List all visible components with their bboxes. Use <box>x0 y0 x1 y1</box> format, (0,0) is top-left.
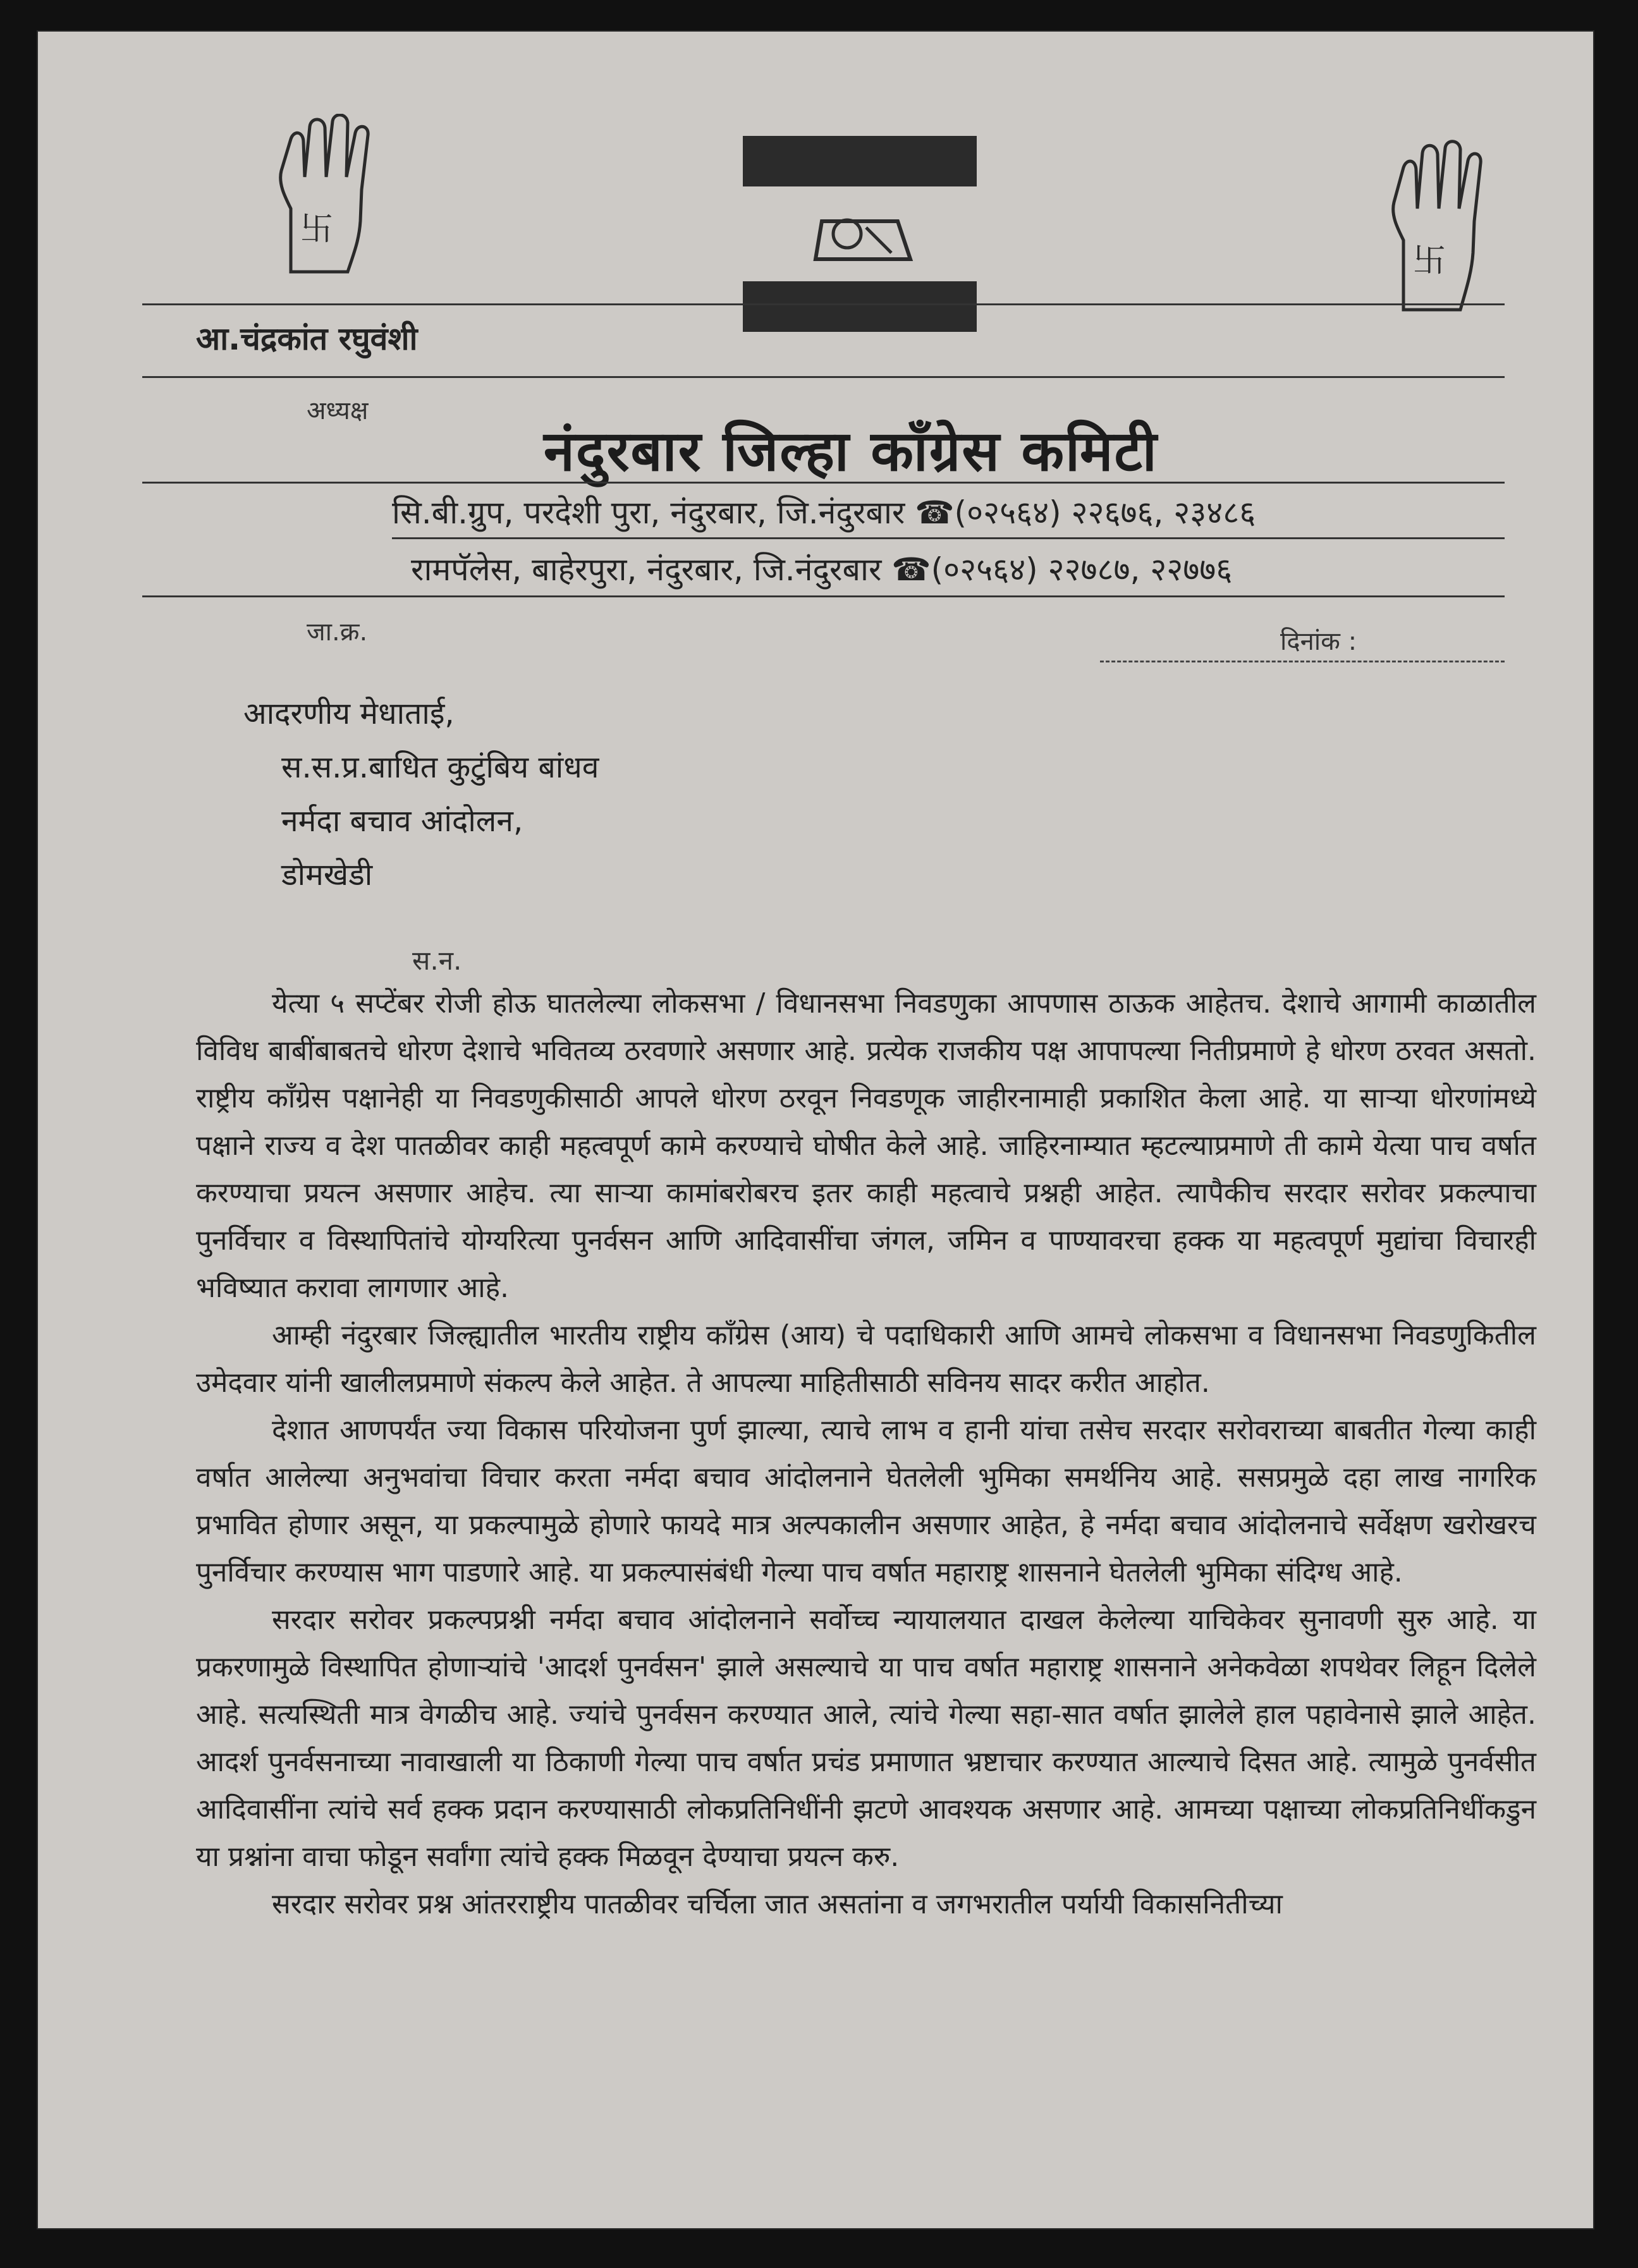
president-name: आ.चंद्रकांत रघुवंशी <box>196 320 418 357</box>
paragraph-1: येत्या ५ सप्टेंबर रोजी होऊ घातलेल्या लोकसभा / विधानसभा निवडणुका आपणास ठाऊक आहेतच. देशाचे आगामी काळातील विविध बाबींबाबतचे धोरण देशाचे भवितव्य ठरवणारे असणार आहे. प्रत्येक राजकीय पक्ष आपापल्या नितीप्रमाणे हे धोरण ठरवत असतो. राष्ट्रीय कॉंग्रेस पक्षानेही या निवडणुकीसाठी आपले धोरण ठरवून निवडणूक जाहीरनामाही प्रकाशित केला आहे. या सार्‍या धोरणांमध्ये पक्षाने राज्य व देश पातळीवर काही महत्वपूर्ण कामे करण्याचे घोषीत केले आहे. जाहिरनाम्यात म्हटल्याप्रमाणे ती कामे येत्या पाच वर्षात करण्याचा प्रयत्न असणार आहेच. त्या सार्‍या कामांबरोबरच इतर काही महत्वाचे प्रश्नही आहेत. त्यापैकीच सरदार सरोवर प्रकल्पाचा पुनर्विचार व विस्थापितांचे योग्यरित्या पुनर्वसन आणि आदिवासींचा जंगल, जमिन व पाण्यावरचा हक्क या महत्वपूर्ण मुद्यांचा विचारही भविष्यात करावा लागणार आहे. <box>196 987 1536 1304</box>
date-label: दिनांक : <box>1280 627 1357 656</box>
header-rule-3 <box>142 482 1505 484</box>
congress-hand-right-icon <box>1378 139 1511 316</box>
letter-body <box>196 980 1536 1928</box>
salutation: स.न. <box>412 945 462 976</box>
recipient-line-4: डोमखेडी <box>281 857 373 893</box>
address-line-1: सि.बी.ग्रुप, परदेशी पुरा, नंदुरबार, जि.नंदुरबार ☎(०२५६४) २२६७६, २३४८६ <box>392 494 1256 531</box>
address-line-2: रामपॅलेस, बाहेरपुरा, नंदुरबार, जि.नंदुरबार ☎(०२५६४) २२७८७, २२७७६ <box>411 551 1233 588</box>
header-rule-4 <box>392 537 1505 539</box>
congress-hand-left-icon <box>266 114 398 278</box>
date-rule <box>1100 661 1505 662</box>
paragraph-5: सरदार सरोवर प्रश्न आंतरराष्ट्रीय पातळीवर चर्चिला जात असतांना व जगभरातील पर्यायी विकासनितीच्या <box>272 1888 1283 1920</box>
paragraph-4: सरदार सरोवर प्रकल्पप्रश्नी नर्मदा बचाव आंदोलनाने सर्वोच्च न्यायालयात दाखल केलेल्या याचिकेवर सुनावणी सुरु आहे. या प्रकरणामुळे विस्थापित होणार्‍यांचे 'आदर्श पुनर्वसन' झाले असल्याचे या पाच वर्षात महाराष्ट्र शासनाने अनेकवेळा शपथेवर लिहून दिलेले आहे. सत्यस्थिती मात्र वेगळीच आहे. ज्यांचे पुनर्वसन करण्यात आले, त्यांचे गेल्या सहा-सात वर्षात झालेले हाल पहावेनासे झाले आहेत. आदर्श पुनर्वसनाच्या नावाखाली या ठिकाणी गेल्या पाच वर्षात प्रचंड प्रमाणात भ्रष्टाचार करण्यात आल्याचे दिसत आहे. त्यामुळे पुनर्वसीत आदिवासींना त्यांचे सर्व हक्क प्रदान करण्यासाठी लोकप्रतिनिधींनी झटणे आवश्यक असणार आहे. आमच्या पक्षाच्या लोकप्रतिनिधींकडुन या प्रश्नांना वाचा फोडून सर्वांगा त्यांचे हक्क मिळवून देण्याचा प्रयत्न करु. <box>196 1604 1536 1873</box>
recipient-line-2: स.स.प्र.बाधित कुटुंबिय बांधव <box>281 750 599 785</box>
paragraph-3: देशात आणपर्यंत ज्या विकास परियोजना पुर्ण झाल्या, त्याचे लाभ व हानी यांचा तसेच सरदार सरोवराच्या बाबतीत गेल्या काही वर्षात आलेल्या अनुभवांचा विचार करता नर्मदा बचाव आंदोलनाने घेतलेली भुमिका समर्थनिय आहे. ससप्रमुळे दहा लाख नागरिक प्रभावित होणार असून, या प्रकल्पामुळे होणारे फायदे मात्र अल्पकालीन असणार आहेत, हे नर्मदा बचाव आंदोलनाचे सर्वेक्षण खरोखरच पुनर्विचार करण्यास भाग पाडणारे आहे. या प्रकल्पासंबंधी गेल्या पाच वर्षात महाराष्ट्र शासनाने घेतलेली भुमिका संदिग्ध आहे. <box>196 1414 1536 1588</box>
header-rule-2 <box>142 376 1505 378</box>
recipient-line-1: आदरणीय मेधाताई, <box>243 696 455 731</box>
svg-text:卐: 卐 <box>300 210 334 248</box>
reference-number-label: जा.क्र. <box>307 618 368 647</box>
organization-name: नंदुरबार जिल्हा कॉंग्रेस कमिटी <box>544 418 1158 484</box>
header-rule-5 <box>142 595 1505 597</box>
president-role: अध्यक्ष <box>307 396 369 425</box>
header-rule-1 <box>142 303 1505 305</box>
paragraph-2: आम्ही नंदुरबार जिल्ह्यातील भारतीय राष्ट्रीय कॉंग्रेस (आय) चे पदाधिकारी आणि आमचे लोकसभा व विधानसभा निवडणुकितील उमेदवार यांनी खालीलप्रमाणे संकल्प केले आहेत. ते आपल्या माहितीसाठी सविनय सादर करीत आहोत. <box>196 1319 1536 1399</box>
recipient-line-3: नर्मदा बचाव आंदोलन, <box>281 803 523 839</box>
letter-sheet <box>38 32 1593 2228</box>
svg-text:卐: 卐 <box>1413 242 1446 280</box>
